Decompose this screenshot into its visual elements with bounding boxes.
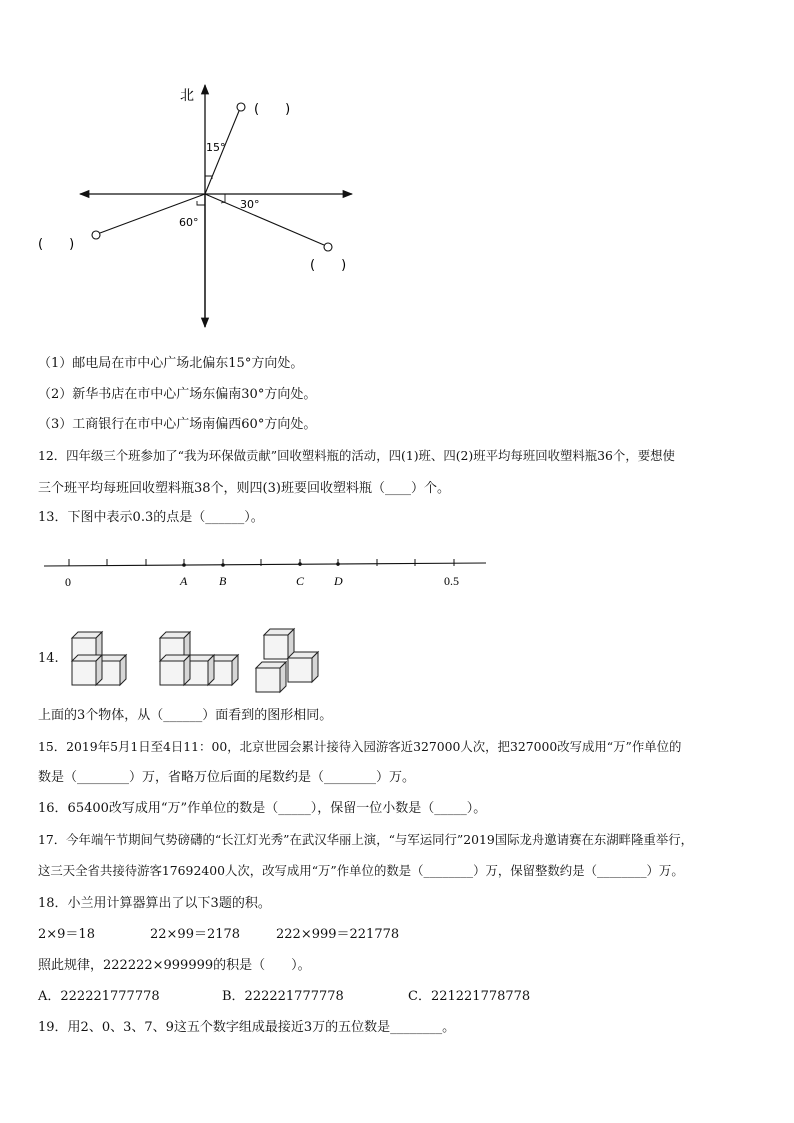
q18-eq2: 22×99＝2178 xyxy=(150,927,241,942)
blank-w: ( ) xyxy=(38,237,75,252)
q11-item2: （2）新华书店在市中心广场东偏南30°方向处。 xyxy=(38,387,317,402)
north-label: 北 xyxy=(180,88,194,104)
q13-text: 13．下图中表示0.3的点是（______）。 xyxy=(38,510,264,525)
label-b: B xyxy=(219,574,227,588)
cube-figures xyxy=(68,626,328,696)
number-line xyxy=(38,548,494,592)
q18-option-c: C．221221778778 xyxy=(408,989,531,1004)
q18-eq1: 2×9＝18 xyxy=(38,927,95,942)
angle-15-label: 15° xyxy=(206,141,226,154)
point-bookstore xyxy=(324,243,332,251)
q16-text: 16．65400改写成用“万”作单位的数是（_____），保留一位小数是（_____）。 xyxy=(38,801,487,816)
ray-bookstore xyxy=(205,194,324,245)
q17-line2: 这三天全省共接待游客17692400人次，改写成用“万”作单位的数是（________）万，保留整数约是（________）万。 xyxy=(38,863,684,878)
q18-eq3: 222×999＝221778 xyxy=(276,927,400,942)
q18-line3: 照此规律，222222×999999的积是（ ）。 xyxy=(38,958,311,973)
q15-line2: 数是（________）万，省略万位后面的尾数约是（________）万。 xyxy=(38,770,416,785)
point-bank xyxy=(92,231,100,239)
point-d-dot xyxy=(336,562,340,566)
point-b-dot xyxy=(221,563,225,567)
cube-figure-2 xyxy=(160,632,238,685)
q17-line1: 17．今年端午节期间气势磅礴的“长江灯光秀”在武汉华丽上演，“与军运同行”2019国际龙舟邀请赛在东湖畔隆重举行， xyxy=(38,832,693,847)
point-post-office xyxy=(237,103,245,111)
cube-figure-3 xyxy=(256,629,318,692)
q11-item1: （1）邮电局在市中心广场北偏东15°方向处。 xyxy=(38,356,304,371)
q14-number: 14. xyxy=(38,651,59,666)
blank-ne: ( ) xyxy=(254,102,291,117)
q18-line1: 18．小兰用计算器算出了以下3题的积。 xyxy=(38,896,271,911)
q12-line2: 三个班平均每班回收塑料瓶38个，则四(3)班要回收塑料瓶（____）个。 xyxy=(38,481,450,496)
angle-60-label: 60° xyxy=(179,216,199,229)
label-05: 0.5 xyxy=(444,574,459,588)
label-c: C xyxy=(296,574,305,588)
point-c-dot xyxy=(298,562,302,566)
blank-se: ( ) xyxy=(310,258,347,273)
label-0: 0 xyxy=(65,575,71,589)
number-line-axis xyxy=(44,563,486,566)
q11-item3: （3）工商银行在市中心广场南偏西60°方向处。 xyxy=(38,417,317,432)
q15-line1: 15．2019年5月1日至4日11：00，北京世园会累计接待入园游客近327000人次，把327000改写成用“万”作单位的 xyxy=(38,739,682,754)
q19-text: 19．用2、0、3、7、9这五个数字组成最接近3万的五位数是________。 xyxy=(38,1020,456,1035)
label-a: A xyxy=(180,574,188,588)
angle-30-label: 30° xyxy=(240,198,260,211)
q18-option-b: B．222221777778 xyxy=(222,989,344,1004)
label-d: D xyxy=(334,574,343,588)
q14-text: 上面的3个物体，从（______）面看到的图形相同。 xyxy=(38,708,333,723)
cube-figure-1 xyxy=(72,632,126,685)
compass-diagram xyxy=(30,75,380,340)
q12-line1: 12．四年级三个班参加了“我为环保做贡献”回收塑料瓶的活动，四(1)班、四(2)班平均每班回收塑料瓶36个，要想使 xyxy=(38,448,675,463)
q18-option-a: A．222221777778 xyxy=(38,989,160,1004)
point-a-dot xyxy=(182,563,186,567)
